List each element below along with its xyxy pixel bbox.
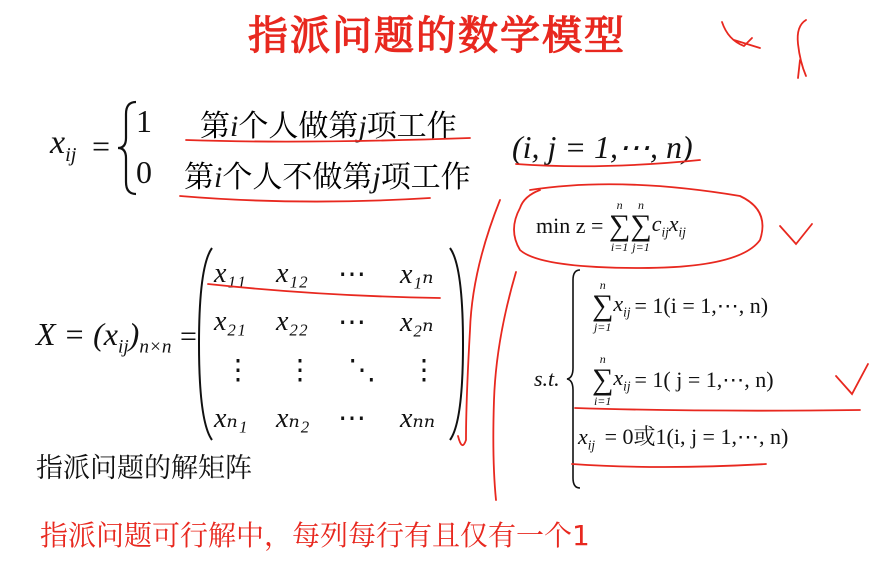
underline-stroke <box>572 464 766 467</box>
def-case0-text-c: 项工作 <box>380 160 471 195</box>
def-range: (i, j = 1,⋯, n) <box>512 129 693 165</box>
underline-stroke <box>208 284 440 298</box>
underline-stroke <box>180 196 430 202</box>
objective-sum-i-top: n <box>616 198 623 212</box>
matrix-cell: ⋱ <box>348 355 376 386</box>
underline-stroke <box>575 408 860 411</box>
underline-stroke <box>186 138 470 142</box>
objective-sum-j-top: n <box>637 198 644 212</box>
objective-sum-i-bottom: i=1 <box>610 240 629 254</box>
def-case0-var-i: i <box>214 161 223 194</box>
def-case0-text-a: 第 <box>184 160 214 195</box>
matrix-lhs-sub: ij <box>118 336 129 358</box>
scribble-stroke <box>722 22 760 48</box>
matrix-cell: ⋮ <box>224 355 252 386</box>
matrix-eq: = <box>180 320 197 353</box>
def-case1-text-b: 个人做第 <box>238 109 359 144</box>
check-stroke <box>836 364 868 394</box>
matrix-cell: ⋯ <box>338 307 366 338</box>
page-title: 指派问题的数学模型 <box>248 13 626 59</box>
matrix-cell: xₙ₁ <box>214 403 248 434</box>
def-case0-var-j: j <box>372 161 381 194</box>
matrix-cell: ⋮ <box>410 355 438 386</box>
def-case1-text-a: 第 <box>200 109 230 144</box>
oval-stroke <box>514 184 763 268</box>
constraint-1-sub: ij <box>623 304 631 320</box>
matrix-cell: x₂₂ <box>276 306 308 337</box>
objective-c-sub: ij <box>661 224 669 240</box>
constraint-2-x: x <box>613 365 624 391</box>
constraint-3-body: = 0或1(i, j = 1,⋯, n) <box>604 424 789 449</box>
constraint-3-x: x <box>578 424 588 449</box>
matrix-cell: ⋯ <box>338 259 366 290</box>
sigma-symbol: ∑ <box>630 209 652 242</box>
objective-sum-j-bottom: j=1 <box>632 240 650 254</box>
sigma-symbol: ∑ <box>608 209 631 242</box>
matrix-caption: 指派问题的解矩阵 <box>36 453 252 484</box>
matrix-cell: xₙ₂ <box>276 403 310 434</box>
sigma-symbol: ∑ <box>592 289 614 322</box>
matrix-cell: x₁₁ <box>214 258 246 289</box>
objective-c: c <box>651 211 662 237</box>
objective-x: x <box>668 211 679 237</box>
matrix-lhs-dims: n×n <box>139 336 172 358</box>
constraint-1-body: = 1(i = 1,⋯, n) <box>634 293 769 318</box>
def-case1-var-i: i <box>230 110 239 143</box>
objective-text: min z = <box>536 213 609 238</box>
constraints-label: s.t. <box>534 366 560 391</box>
bracket-stroke <box>493 272 516 500</box>
matrix-lhs-close: ) <box>128 316 140 352</box>
matrix-cell: ⋯ <box>338 403 366 434</box>
constraint-2-body: = 1( j = 1,⋯, n) <box>634 367 774 392</box>
matrix-cell: x₂ₙ <box>400 307 434 338</box>
matrix-cell: x₂₁ <box>214 306 246 337</box>
constraint-1-sum-top: n <box>599 278 606 292</box>
matrix-lhs-main: X = (x <box>36 316 118 352</box>
def-case1-var-j: j <box>358 110 367 143</box>
constraint-2-sub: ij <box>623 378 631 394</box>
constraint-3-sub: ij <box>587 437 596 453</box>
constraint-1-sum-bottom: j=1 <box>593 320 612 334</box>
check-stroke <box>780 224 812 244</box>
matrix-cell: xₙₙ <box>400 403 436 434</box>
objective-x-sub: ij <box>678 224 686 240</box>
def-case1-text-c: 项工作 <box>366 109 457 144</box>
scribble-stroke <box>798 20 806 78</box>
constraint-2-sum-bottom: i=1 <box>593 394 612 408</box>
def-lhs-sub: ij <box>65 143 77 166</box>
constraint-1-x: x <box>613 291 624 317</box>
def-eq: = <box>92 128 111 164</box>
def-case1-value: 1 <box>136 103 152 139</box>
sigma-symbol: ∑ <box>592 363 614 396</box>
def-case0-value: 0 <box>136 154 152 190</box>
matrix-cell: x₁ₙ <box>400 259 434 290</box>
constraint-2-sum-top: n <box>599 352 606 366</box>
matrix-cell: x₁₂ <box>276 258 308 289</box>
def-lhs-var: x <box>50 124 66 161</box>
matrix-cell: ⋮ <box>286 355 314 386</box>
def-case0-text-b: 个人不做第 <box>222 160 373 195</box>
underline-stroke <box>516 160 700 166</box>
footer-note: 指派问题可行解中，每列每行有且仅有一个1 <box>40 519 590 552</box>
